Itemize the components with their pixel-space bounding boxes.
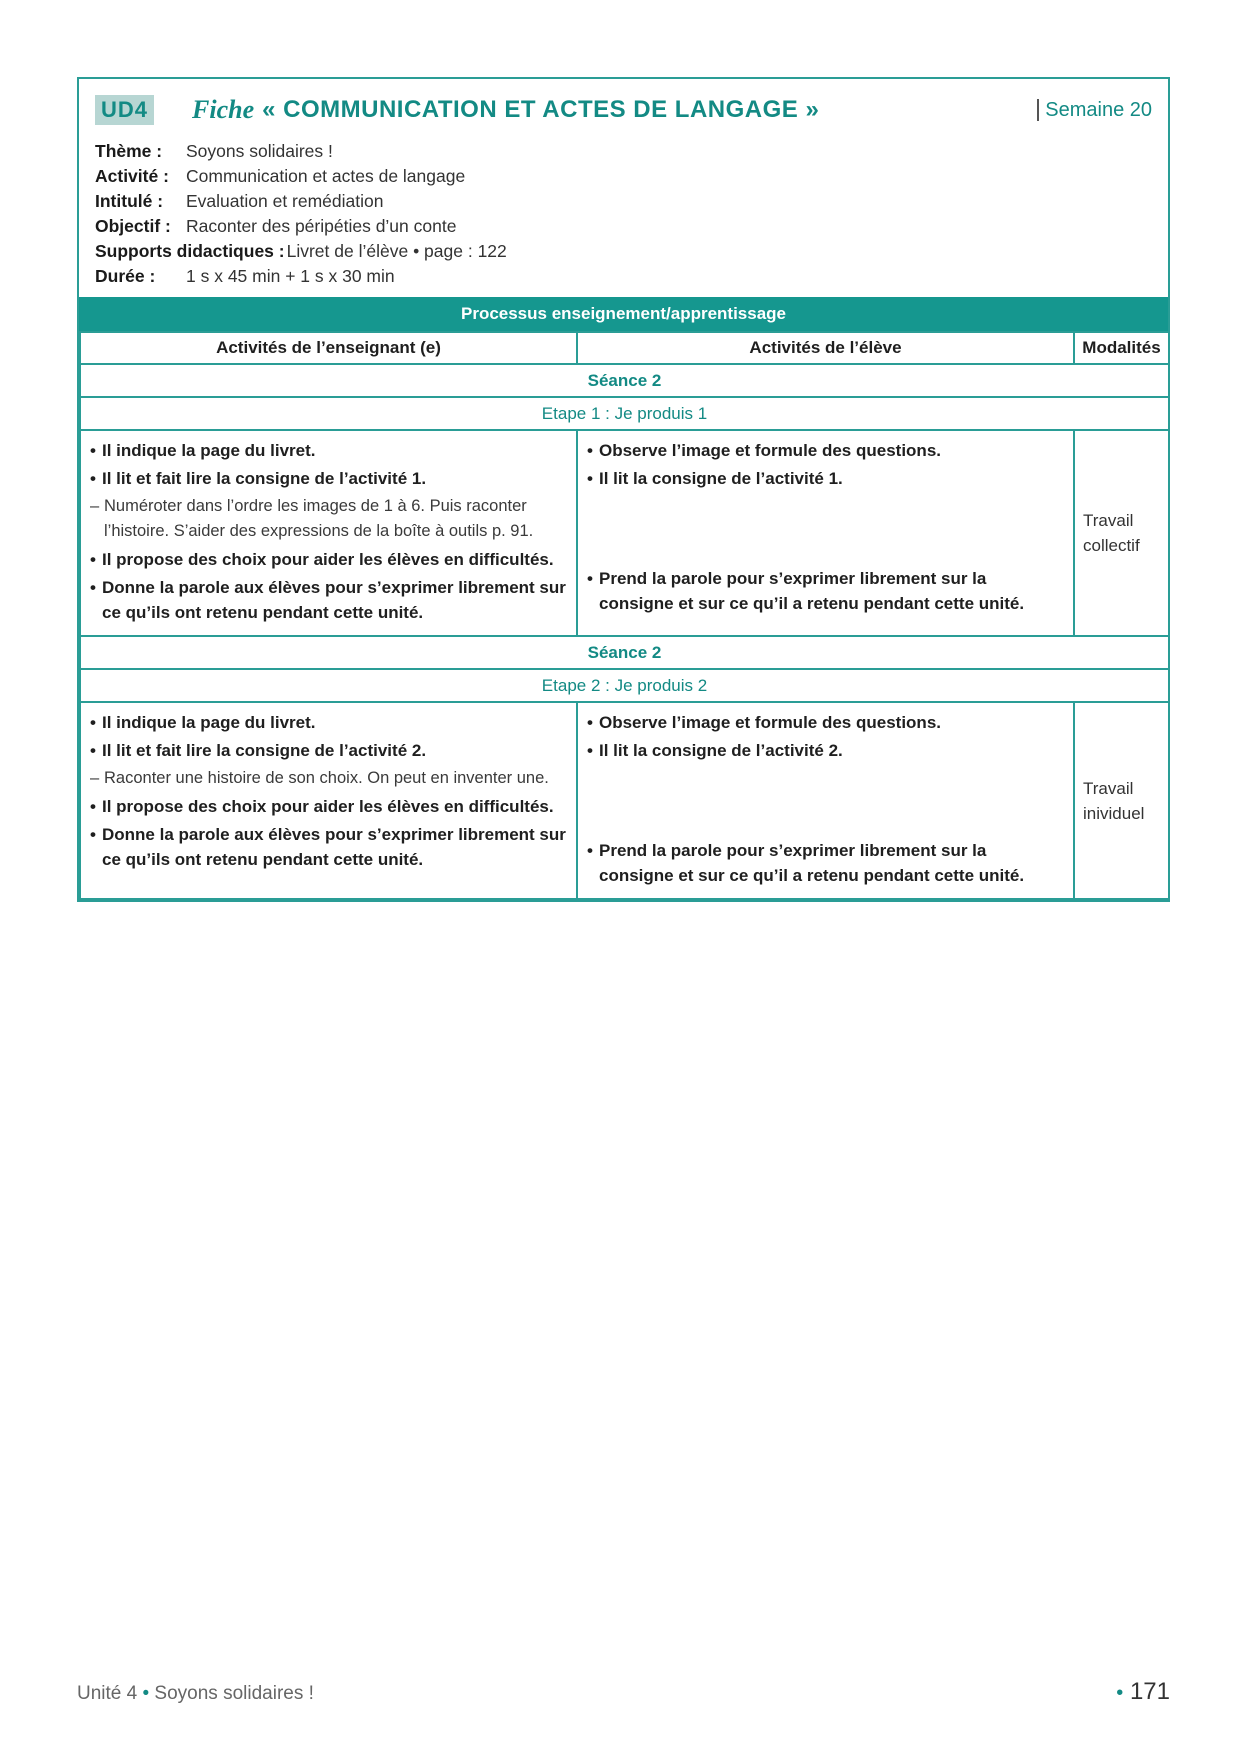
- etape-row: [80, 669, 1169, 702]
- list-item: – Numéroter dans l’ordre les images de 1 à 6. Puis raconter l’histoire. S’aider des expressions de la boîte à outils p. 91.: [90, 497, 534, 540]
- etape-row: [80, 397, 1169, 430]
- meta-value: Soyons solidaires !: [186, 141, 333, 161]
- meta-label: Activité :: [95, 166, 169, 186]
- column-headers: [80, 332, 1169, 364]
- page-title: « COMMUNICATION ET ACTES DE LANGAGE »: [262, 96, 820, 123]
- meta-duree: [95, 264, 1152, 289]
- footer-unit-label: Unité 4: [77, 1683, 138, 1704]
- meta-intitule: [95, 189, 1152, 214]
- fiche-word: Fiche: [192, 95, 255, 124]
- modalite-line: inividuel: [1083, 803, 1145, 823]
- meta-value: Evaluation et remédiation: [186, 191, 384, 211]
- etape-label: Etape 1 : Je produis 1: [80, 397, 1169, 430]
- meta-label: Durée :: [95, 266, 156, 286]
- process-banner: Processus enseignement/apprentissage: [79, 297, 1168, 331]
- seance-row: [80, 364, 1169, 397]
- meta-label: Thème :: [95, 141, 163, 161]
- unit-badge: UD4: [95, 95, 154, 125]
- meta-block: [95, 139, 1152, 289]
- modalite-line: Travail: [1083, 511, 1134, 530]
- lesson-sheet: [77, 77, 1170, 902]
- list-item: • Donne la parole aux élèves pour s’exprimer librement sur ce qu’ils ont retenu pendant cette unité.: [90, 825, 566, 869]
- modalite-cell: [1074, 430, 1169, 636]
- sheet-header: [79, 79, 1168, 297]
- page-bullet: •: [1116, 1682, 1124, 1704]
- list-item: • Il lit et fait lire la consigne de l’activité 2.: [90, 741, 427, 760]
- meta-label: Objectif :: [95, 216, 171, 236]
- student-activities: [577, 702, 1074, 899]
- meta-theme: [95, 139, 1152, 164]
- col-modalites-header: Modalités: [1074, 332, 1169, 364]
- meta-value: Communication et actes de langage: [186, 166, 466, 186]
- footer-separator: •: [142, 1683, 150, 1704]
- col-teacher-header: Activités de l’enseignant (e): [80, 332, 577, 364]
- seance-row: [80, 636, 1169, 669]
- list-item: • Observe l’image et formule des questions.: [587, 713, 941, 732]
- meta-supports: [95, 239, 1152, 264]
- list-item: • Prend la parole pour s’exprimer librement sur la consigne et sur ce qu’il a retenu pendant cette unité.: [587, 841, 1025, 885]
- teacher-activities: [80, 702, 577, 899]
- list-item: • Il indique la page du livret.: [90, 441, 316, 460]
- page-number-value: 171: [1129, 1678, 1170, 1705]
- list-item: • Observe l’image et formule des questions.: [587, 441, 941, 460]
- page-number: [1116, 1678, 1170, 1706]
- meta-label: Supports didactiques :: [95, 241, 285, 261]
- list-item: • Il indique la page du livret.: [90, 713, 316, 732]
- activity-row: [80, 430, 1169, 636]
- week-label: Semaine 20: [1037, 99, 1152, 121]
- meta-value: Raconter des péripéties d’un conte: [186, 216, 457, 236]
- student-activities: [577, 430, 1074, 636]
- modalite-cell: [1074, 702, 1169, 899]
- activities-table: [79, 331, 1170, 900]
- list-item: • Donne la parole aux élèves pour s’exprimer librement sur ce qu’ils ont retenu pendant cette unité.: [90, 578, 566, 622]
- seance-label: Séance 2: [80, 636, 1169, 669]
- etape-label: Etape 2 : Je produis 2: [80, 669, 1169, 702]
- footer-unit: [77, 1683, 314, 1705]
- modalite-line: collectif: [1083, 536, 1140, 555]
- list-item: • Il propose des choix pour aider les élèves en difficultés.: [90, 550, 554, 569]
- activity-row: [80, 702, 1169, 899]
- seance-label: Séance 2: [80, 364, 1169, 397]
- meta-value: 1 s x 45 min + 1 s x 30 min: [186, 266, 395, 286]
- meta-value: Livret de l’élève • page : 122: [286, 241, 507, 261]
- title-row: [95, 93, 1152, 127]
- meta-objectif: [95, 214, 1152, 239]
- teacher-activities: [80, 430, 577, 636]
- col-student-header: Activités de l’élève: [577, 332, 1074, 364]
- meta-activite: [95, 164, 1152, 189]
- modalite-line: Travail: [1083, 778, 1134, 798]
- list-item: • Il lit la consigne de l’activité 2.: [587, 741, 843, 760]
- list-item: • Il propose des choix pour aider les élèves en difficultés.: [90, 797, 554, 816]
- list-item: • Prend la parole pour s’exprimer librement sur la consigne et sur ce qu’il a retenu pendant cette unité.: [587, 569, 1025, 613]
- list-item: – Raconter une histoire de son choix. On peut en inventer une.: [90, 769, 549, 787]
- meta-label: Intitulé :: [95, 191, 164, 211]
- footer-theme: Soyons solidaires !: [154, 1683, 314, 1704]
- list-item: • Il lit et fait lire la consigne de l’activité 1.: [90, 469, 427, 488]
- list-item: • Il lit la consigne de l’activité 1.: [587, 469, 843, 488]
